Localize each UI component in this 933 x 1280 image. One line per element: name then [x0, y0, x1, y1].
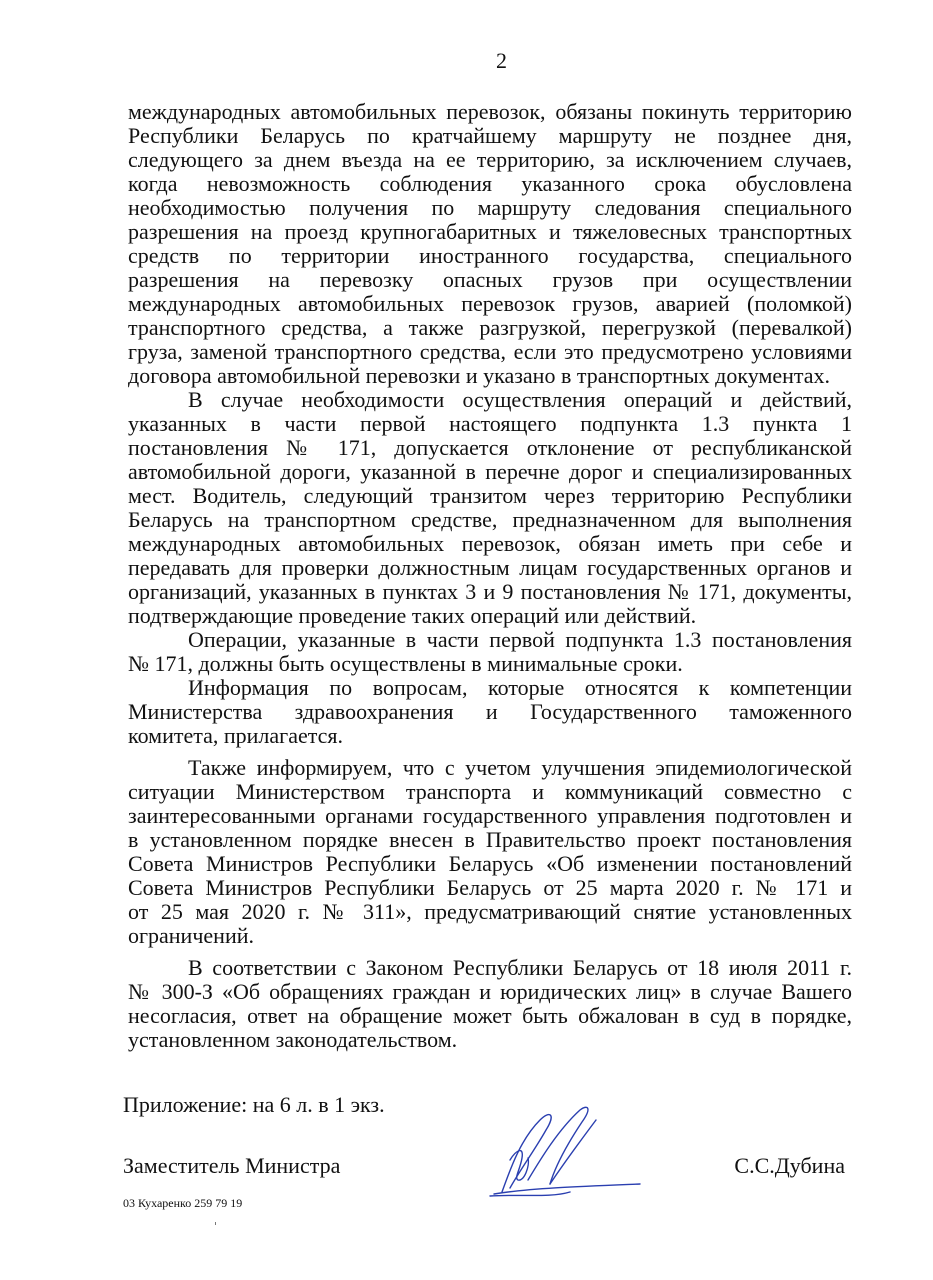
text-line: установленном законодательством. — [128, 1027, 458, 1052]
page-number: 2 — [496, 48, 507, 73]
text-line: Республики Беларусь по кратчайшему маршруту не позднее дня, — [128, 123, 852, 148]
paragraph — [128, 628, 852, 676]
text-line: ограничений. — [128, 923, 254, 948]
text-line: заинтересованными органами государственного управления подготовлен и — [128, 803, 852, 828]
text-line: Операции, указанные в части первой подпункта 1.3 постановления — [188, 627, 852, 652]
text-line: подтверждающие проведение таких операций или действий. — [128, 603, 697, 628]
text-line: В случае необходимости осуществления операций и действий, — [188, 387, 852, 412]
signatory-title: Заместитель Министра — [123, 1153, 341, 1178]
paragraph — [128, 676, 852, 748]
text-line: груза, заменой транспортного средства, если это предусмотрено условиями — [128, 339, 852, 364]
text-line: В соответствии с Законом Республики Беларусь от 18 июля 2011 г. — [188, 955, 852, 980]
document-body — [128, 100, 852, 1052]
text-line: международных автомобильных перевозок грузов, аварией (поломкой) — [128, 291, 852, 316]
text-line: разрешения на проезд крупногабаритных и тяжеловесных транспортных — [128, 219, 852, 244]
text-line: постановления № 171, допускается отклонение от республиканской — [128, 435, 852, 460]
executor-contact: 03 Кухаренко 259 79 19 — [123, 1196, 243, 1210]
text-line: от 25 мая 2020 г. № 311», предусматривающий снятие установленных — [128, 899, 852, 924]
text-line: Беларусь на транспортном средстве, предназначенном для выполнения — [128, 507, 852, 532]
text-line: Информация по вопросам, которые относятся к компетенции — [188, 675, 852, 700]
text-line: № 171, должны быть осуществлены в минимальные сроки. — [128, 651, 683, 676]
text-line: несогласия, ответ на обращение может быть обжалован в суд в порядке, — [128, 1003, 852, 1028]
text-line: организаций, указанных в пунктах 3 и 9 постановления № 171, документы, — [128, 579, 852, 604]
signatory-name: С.С.Дубина — [734, 1153, 845, 1178]
handwritten-signature — [480, 1100, 650, 1200]
text-line: Также информируем, что с учетом улучшения эпидемиологической — [188, 755, 852, 780]
text-line: следующего за днем въезда на ее территорию, за исключением случаев, — [128, 147, 852, 172]
annex-note: Приложение: на 6 л. в 1 экз. — [123, 1092, 385, 1117]
text-line: транспортного средства, а также разгрузкой, перегрузкой (перевалкой) — [128, 315, 852, 340]
text-line: в установленном порядке внесен в Правительство проект постановления — [128, 827, 852, 852]
text-line: договора автомобильной перевозки и указано в транспортных документах. — [128, 363, 831, 388]
text-line: указанных в части первой настоящего подпункта 1.3 пункта 1 — [128, 411, 852, 436]
text-line: международных автомобильных перевозок, обязан иметь при себе и — [128, 531, 852, 556]
text-line: Министерства здравоохранения и Государственного таможенного — [128, 699, 852, 724]
paragraph — [128, 756, 852, 948]
paragraph — [128, 956, 852, 1052]
text-line: разрешения на перевозку опасных грузов при осуществлении — [128, 267, 852, 292]
text-line: средств по территории иностранного государства, специального — [128, 243, 852, 268]
scan-speck — [215, 1222, 216, 1225]
text-line: ситуации Министерством транспорта и коммуникаций совместно с — [128, 779, 852, 804]
text-line: передавать для проверки должностным лицам государственных органов и — [128, 555, 852, 580]
text-line: Совета Министров Республики Беларусь «Об изменении постановлений — [128, 851, 852, 876]
text-line: Совета Министров Республики Беларусь от 25 марта 2020 г. № 171 и — [128, 875, 852, 900]
text-line: международных автомобильных перевозок, обязаны покинуть территорию — [128, 99, 852, 124]
paragraph — [128, 100, 852, 388]
text-line: необходимостью получения по маршруту следования специального — [128, 195, 852, 220]
text-line: когда невозможность соблюдения указанного срока обусловлена — [128, 171, 852, 196]
text-line: мест. Водитель, следующий транзитом через территорию Республики — [128, 483, 852, 508]
text-line: автомобильной дороги, указанной в перечне дорог и специализированных — [128, 459, 852, 484]
paragraph — [128, 388, 852, 628]
text-line: № 300-З «Об обращениях граждан и юридических лиц» в случае Вашего — [128, 979, 852, 1004]
text-line: комитета, прилагается. — [128, 723, 343, 748]
